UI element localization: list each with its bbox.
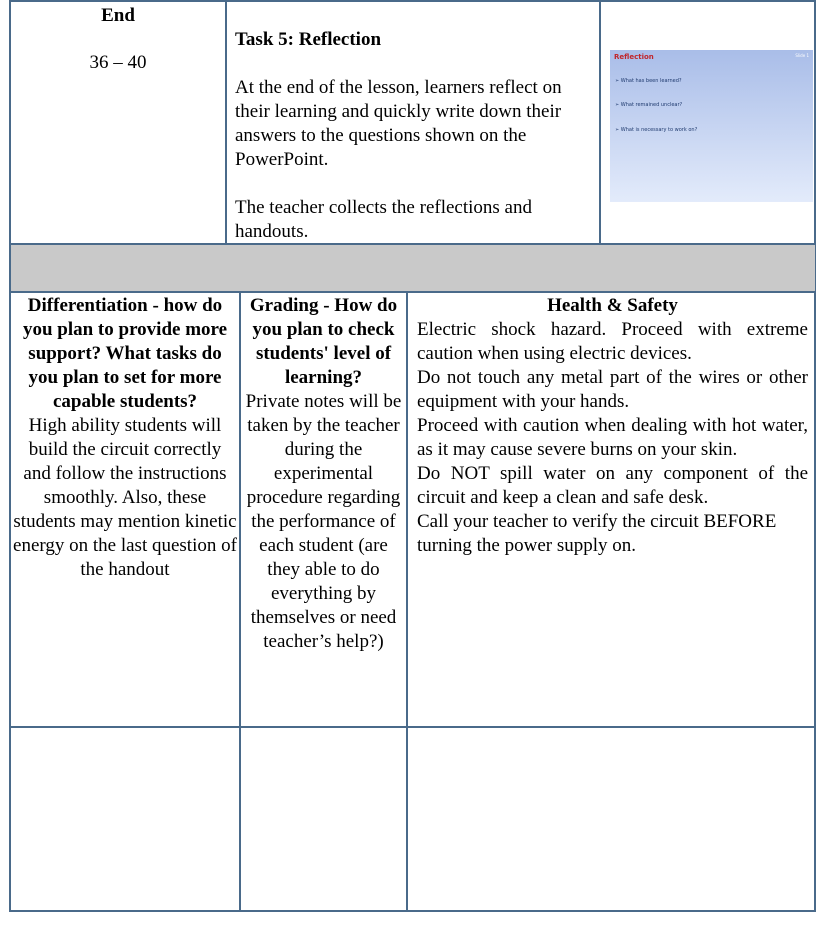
- slide-question: ➢ What has been learned?: [615, 78, 682, 84]
- empty-cell-2: [241, 728, 406, 910]
- differentiation-body: High ability students will build the circuit correctly and follow the instructions smoothly. Also, these students may mention kinetic energy on the last question of the handout: [13, 415, 237, 580]
- grading-cell: [243, 294, 404, 654]
- empty-cell-3: [408, 728, 814, 910]
- time-label: End: [101, 5, 135, 26]
- task-description: At the end of the lesson, learners reflect on their learning and quickly write down their answers to the questions shown on the PowerPoint.: [235, 77, 562, 170]
- safety-item: Call your teacher to verify the circuit BEFORE turning the power supply on.: [417, 511, 777, 556]
- health-safety-cell: [417, 294, 808, 558]
- health-safety-heading: Health & Safety: [547, 295, 678, 316]
- slide-question: ➢ What remained unclear?: [615, 102, 683, 108]
- safety-item: Electric shock hazard. Proceed with extreme caution when using electric devices.: [417, 319, 808, 364]
- gray-separator-band: [11, 245, 815, 291]
- border-top: [9, 0, 816, 2]
- border-table-bottom: [9, 910, 816, 912]
- task-title: Task 5: Reflection: [235, 29, 382, 50]
- slide-title: Reflection: [614, 53, 654, 61]
- slide-question: ➢ What is necessary to work on?: [615, 127, 698, 133]
- time-cell: [11, 4, 225, 75]
- border-top-col1: [225, 0, 227, 245]
- safety-item: Proceed with caution when dealing with hot water, as it may cause severe burns on your skin.: [417, 415, 808, 460]
- safety-item: Do NOT spill water on any component of the circuit and keep a clean and safe desk.: [417, 463, 808, 508]
- safety-item: Do not touch any metal part of the wires or other equipment with your hands.: [417, 367, 808, 412]
- differentiation-cell: [13, 294, 237, 582]
- border-top-col2: [599, 0, 601, 245]
- empty-cell-1: [11, 728, 239, 910]
- task-collection-note: The teacher collects the reflections and handouts.: [235, 197, 532, 242]
- slide-number: Slide 1: [795, 53, 809, 58]
- powerpoint-slide-thumbnail: [610, 50, 813, 202]
- grading-heading: Grading - How do you plan to check students' level of learning?: [249, 295, 398, 388]
- differentiation-heading: Differentiation - how do you plan to provide more support? What tasks do you plan to set for more capable students?: [22, 295, 228, 412]
- task-cell: [235, 28, 595, 244]
- border-gray-bottom: [9, 291, 816, 293]
- grading-body: Private notes will be taken by the teacher during the experimental procedure regarding the performance of each student (are they able to do everything by themselves or need teacher’s help?): [245, 391, 402, 652]
- time-range: 36 – 40: [89, 52, 147, 73]
